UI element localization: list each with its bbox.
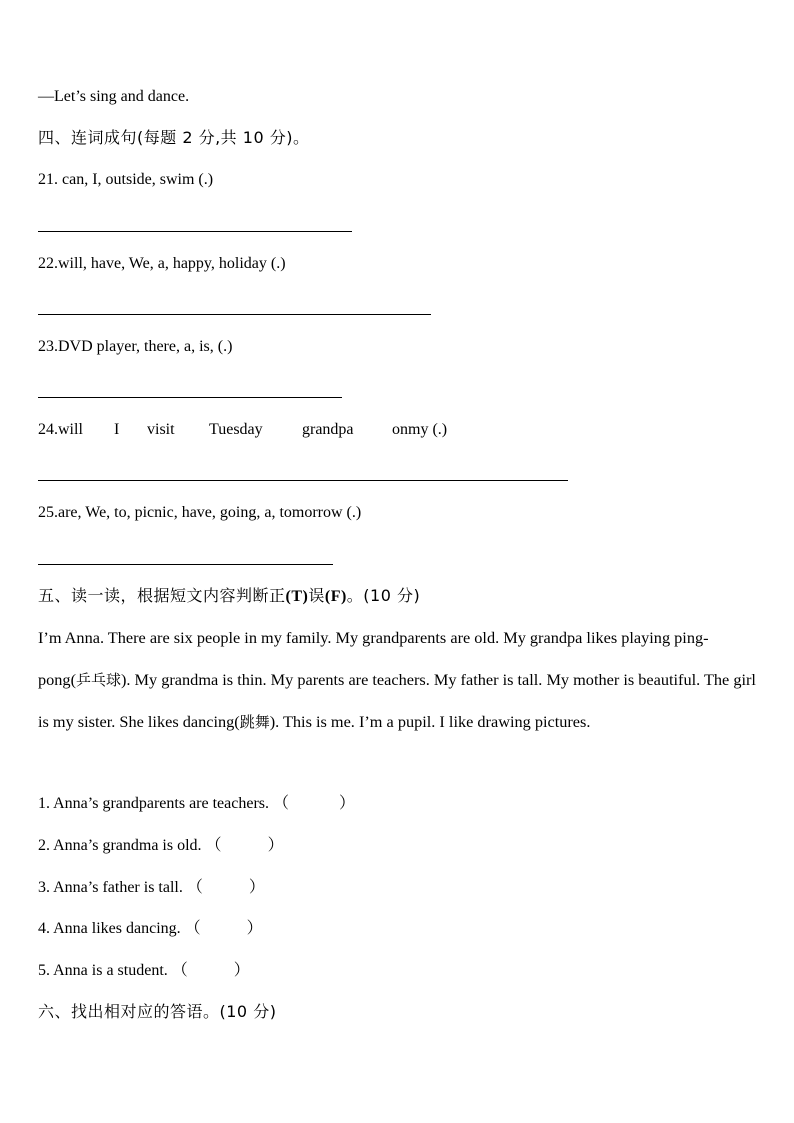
statement-text: 4. Anna likes dancing. [38,920,181,937]
question-number: 25 [38,504,54,521]
answer-blank[interactable]: （ ） [186,879,265,896]
reading-passage [38,617,760,744]
question-number: 23 [38,338,54,355]
word: I [114,421,120,438]
question-21 [38,170,213,190]
passage-text: ). This is me. I’m a pupil. I like drawing pictures. [269,712,591,732]
intro-line: —Let’s sing and dance. [38,88,190,105]
answer-line-21[interactable] [38,231,352,232]
question-number: 22 [38,255,54,272]
word: .will [54,421,83,438]
section-4-heading: 四、连词成句(每题 2 分,共 10 分)。 [38,128,310,147]
heading-text: 误 [308,586,325,605]
statement-text: 5. Anna is a student. [38,962,168,979]
false-label: (F) [324,588,347,605]
word: onmy (.) [392,421,448,438]
statement-5 [38,961,250,981]
passage-text: I’m Anna. There are six people in my family. My grandparents are old. My grandpa likes playing ping-pong( [38,628,709,689]
statement-3 [38,878,265,898]
question-number: 21 [38,171,54,188]
section-5-heading [38,586,420,607]
statement-1 [38,794,356,814]
statement-2 [38,836,284,856]
question-25 [38,503,361,523]
section-6-heading: 六、找出相对应的答语。(10 分) [38,1002,277,1021]
answer-blank[interactable]: （ ） [184,920,263,937]
heading-text: 。(10 分) [346,586,421,605]
heading-text: 五、读一读，根据短文内容判断正 [38,586,286,605]
passage-chinese-gloss: 乒乓球 [75,670,121,689]
word: Tuesday [209,421,263,438]
word: visit [147,421,175,438]
statement-4 [38,919,263,939]
passage-text: ). My grandma is thin. My parents are teachers. My father is tall. My mother is beautiful. The girl is my sister. She likes dancing( [38,669,756,732]
question-23 [38,337,232,357]
question-text: .will, have, We, a, happy, holiday (.) [54,255,286,272]
question-number: 24 [38,421,54,438]
answer-blank[interactable]: （ ） [171,962,250,979]
answer-line-23[interactable] [38,397,342,398]
word: grandpa [302,421,354,438]
true-label: (T) [285,588,309,605]
question-text: .DVD player, there, a, is, (.) [54,338,233,355]
answer-line-22[interactable] [38,314,431,315]
statement-text: 2. Anna’s grandma is old. [38,837,202,854]
question-24 [38,420,447,440]
question-text: .are, We, to, picnic, have, going, a, tomorrow (.) [54,504,362,521]
question-text: . can, I, outside, swim (.) [54,171,214,188]
question-22 [38,254,286,274]
answer-line-25[interactable] [38,564,333,565]
statement-text: 1. Anna’s grandparents are teachers. [38,795,270,812]
answer-blank[interactable]: （ ） [205,837,284,854]
statement-text: 3. Anna’s father is tall. [38,879,183,896]
answer-blank[interactable]: （ ） [273,795,356,812]
passage-chinese-gloss: 跳舞 [239,713,270,732]
answer-line-24[interactable] [38,480,568,481]
